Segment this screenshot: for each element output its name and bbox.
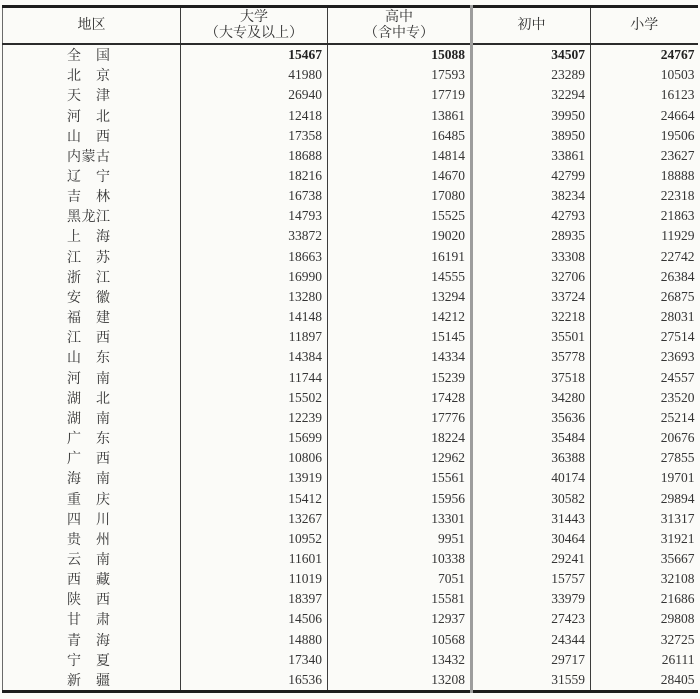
region-name: 辽 宁 [67, 170, 111, 186]
region-name: 广 东 [67, 432, 111, 448]
region-name: 内蒙古 [67, 149, 111, 165]
value-cell-university: 12239 [181, 408, 328, 428]
value-cell-highschool: 15088 [328, 44, 472, 65]
table-row [3, 670, 698, 692]
value-cell-middleschool: 35484 [472, 428, 591, 448]
region-cell [3, 630, 181, 650]
value-cell-middleschool: 33308 [472, 247, 591, 267]
value-cell-highschool: 16485 [328, 126, 472, 146]
value-cell-university: 14384 [181, 347, 328, 367]
value-cell-highschool: 14670 [328, 166, 472, 186]
value-cell-middleschool: 42799 [472, 166, 591, 186]
value-cell-university: 41980 [181, 65, 328, 85]
table-row [3, 226, 698, 246]
region-cell [3, 529, 181, 549]
region-name: 贵 州 [67, 532, 111, 548]
region-name: 广 西 [67, 452, 111, 468]
value-cell-middleschool: 30582 [472, 488, 591, 508]
table-row [3, 267, 698, 287]
table-row [3, 529, 698, 549]
region-name: 黑龙江 [67, 210, 111, 226]
value-cell-university: 13280 [181, 287, 328, 307]
value-cell-university: 15699 [181, 428, 328, 448]
table-row [3, 388, 698, 408]
table-row [3, 166, 698, 186]
value-cell-primaryschool: 27514 [660, 329, 695, 345]
value-cell-middleschool: 27423 [472, 609, 591, 629]
region-name: 全 国 [67, 49, 111, 65]
value-cell-university: 15502 [181, 388, 328, 408]
value-cell-university: 13919 [181, 468, 328, 488]
table-row [3, 65, 698, 85]
value-cell-university: 17340 [181, 650, 328, 670]
value-cell-university: 11601 [181, 549, 328, 569]
value-cell-highschool: 15561 [328, 468, 472, 488]
value-cell-highschool: 10568 [328, 630, 472, 650]
table-body [3, 44, 698, 692]
value-cell-middleschool: 34280 [472, 388, 591, 408]
value-cell-university: 14880 [181, 630, 328, 650]
value-cell-university: 16738 [181, 186, 328, 206]
value-cell-university: 16990 [181, 267, 328, 287]
value-cell-middleschool: 37518 [472, 368, 591, 388]
region-name: 海 南 [67, 472, 111, 488]
region-cell [3, 549, 181, 569]
value-cell-primaryschool: 21686 [660, 591, 695, 607]
value-cell-highschool: 13294 [328, 287, 472, 307]
value-cell-middleschool: 29717 [472, 650, 591, 670]
region-cell [3, 609, 181, 629]
value-cell-middleschool: 31559 [472, 670, 591, 692]
value-cell-highschool: 15956 [328, 488, 472, 508]
table-row [3, 146, 698, 166]
value-cell-middleschool: 33724 [472, 287, 591, 307]
region-name: 河 南 [67, 371, 111, 387]
value-cell-middleschool: 29241 [472, 549, 591, 569]
column-header-sublabel: （含中专） [364, 25, 434, 41]
region-cell [3, 589, 181, 609]
region-name: 宁 夏 [67, 653, 111, 669]
value-cell-university: 11897 [181, 327, 328, 347]
value-cell-university: 14148 [181, 307, 328, 327]
region-cell [3, 166, 181, 186]
value-cell-middleschool: 36388 [472, 448, 591, 468]
region-cell [3, 186, 181, 206]
value-cell-highschool: 17428 [328, 388, 472, 408]
region-cell [3, 226, 181, 246]
value-cell-highschool: 18224 [328, 428, 472, 448]
region-name: 江 苏 [67, 250, 111, 266]
region-name: 新 疆 [67, 673, 111, 689]
table-row [3, 488, 698, 508]
region-cell [3, 105, 181, 125]
value-cell-primaryschool: 26384 [660, 268, 695, 284]
value-cell-primaryschool: 24767 [660, 47, 695, 63]
table-row [3, 247, 698, 267]
value-cell-primaryschool: 20676 [660, 430, 695, 446]
value-cell-university: 14793 [181, 206, 328, 226]
value-cell-primaryschool: 22318 [660, 188, 695, 204]
table-row [3, 44, 698, 65]
table-row [3, 549, 698, 569]
value-cell-university: 18216 [181, 166, 328, 186]
value-cell-university: 26940 [181, 85, 328, 105]
value-cell-middleschool: 31443 [472, 509, 591, 529]
header-row [3, 7, 698, 45]
value-cell-primaryschool: 32725 [660, 631, 695, 647]
table-row [3, 327, 698, 347]
value-cell-highschool: 17593 [328, 65, 472, 85]
value-cell-highschool: 17080 [328, 186, 472, 206]
value-cell-highschool: 14334 [328, 347, 472, 367]
value-cell-primaryschool: 24557 [660, 369, 695, 385]
value-cell-university: 15412 [181, 488, 328, 508]
value-cell-primaryschool: 24664 [660, 107, 695, 123]
region-cell [3, 85, 181, 105]
table-row [3, 630, 698, 650]
education-statistics-table [2, 5, 698, 693]
value-cell-highschool: 16191 [328, 247, 472, 267]
region-name: 甘 肃 [67, 613, 111, 629]
value-cell-primaryschool: 21863 [660, 208, 695, 224]
value-cell-primaryschool: 23627 [660, 147, 695, 163]
value-cell-primaryschool: 28405 [660, 671, 695, 687]
column-header-label: 大学 [240, 9, 268, 25]
value-cell-highschool: 12962 [328, 448, 472, 468]
value-cell-primaryschool: 19701 [660, 470, 695, 486]
region-name: 北 京 [67, 69, 111, 85]
table-row [3, 448, 698, 468]
value-cell-middleschool: 35501 [472, 327, 591, 347]
column-header-university [181, 7, 328, 45]
region-cell [3, 267, 181, 287]
value-cell-highschool: 15239 [328, 368, 472, 388]
column-header-region [3, 7, 181, 45]
value-cell-highschool: 15145 [328, 327, 472, 347]
region-cell [3, 287, 181, 307]
value-cell-university: 15467 [181, 44, 328, 65]
table-row [3, 307, 698, 327]
value-cell-university: 11019 [181, 569, 328, 589]
value-cell-primaryschool: 10503 [660, 67, 695, 83]
table-row [3, 287, 698, 307]
value-cell-university: 17358 [181, 126, 328, 146]
value-cell-middleschool: 32218 [472, 307, 591, 327]
region-cell [3, 388, 181, 408]
value-cell-primaryschool: 19506 [660, 127, 695, 143]
value-cell-primaryschool: 35667 [660, 550, 695, 566]
region-name: 上 海 [67, 230, 111, 246]
value-cell-primaryschool: 29894 [660, 490, 695, 506]
value-cell-middleschool: 24344 [472, 630, 591, 650]
value-cell-primaryschool: 26875 [660, 288, 695, 304]
value-cell-university: 18688 [181, 146, 328, 166]
region-cell [3, 206, 181, 226]
column-header-label: 地区 [77, 17, 106, 33]
value-cell-primaryschool: 27855 [660, 450, 695, 466]
value-cell-middleschool: 40174 [472, 468, 591, 488]
region-cell [3, 327, 181, 347]
value-cell-university: 16536 [181, 670, 328, 692]
value-cell-highschool: 17776 [328, 408, 472, 428]
region-name: 陕 西 [67, 593, 111, 609]
value-cell-middleschool: 42793 [472, 206, 591, 226]
value-cell-primaryschool: 31317 [660, 510, 695, 526]
region-cell [3, 65, 181, 85]
table-row [3, 347, 698, 367]
region-cell [3, 347, 181, 367]
value-cell-highschool: 7051 [328, 569, 472, 589]
region-cell [3, 509, 181, 529]
region-cell [3, 428, 181, 448]
value-cell-primaryschool: 11929 [661, 228, 695, 244]
region-cell [3, 126, 181, 146]
table-row [3, 589, 698, 609]
value-cell-highschool: 12937 [328, 609, 472, 629]
table-row [3, 85, 698, 105]
region-cell [3, 247, 181, 267]
table-row [3, 206, 698, 226]
value-cell-highschool: 19020 [328, 226, 472, 246]
value-cell-middleschool: 30464 [472, 529, 591, 549]
value-cell-middleschool: 33861 [472, 146, 591, 166]
region-cell [3, 368, 181, 388]
value-cell-university: 18397 [181, 589, 328, 609]
region-cell [3, 650, 181, 670]
value-cell-highschool: 13208 [328, 670, 472, 692]
value-cell-middleschool: 32294 [472, 85, 591, 105]
column-header-middleschool [472, 7, 591, 45]
column-header-primaryschool [591, 7, 698, 45]
value-cell-university: 14506 [181, 609, 328, 629]
value-cell-middleschool: 23289 [472, 65, 591, 85]
value-cell-highschool: 10338 [328, 549, 472, 569]
region-name: 吉 林 [67, 190, 111, 206]
value-cell-middleschool: 28935 [472, 226, 591, 246]
table-row [3, 126, 698, 146]
value-cell-middleschool: 35778 [472, 347, 591, 367]
value-cell-middleschool: 15757 [472, 569, 591, 589]
table-row [3, 509, 698, 529]
column-header-label: 小学 [630, 17, 659, 33]
table-row [3, 186, 698, 206]
region-cell [3, 448, 181, 468]
region-name: 湖 南 [67, 411, 111, 427]
value-cell-primaryschool: 28031 [660, 309, 695, 325]
region-cell [3, 670, 181, 692]
value-cell-university: 10806 [181, 448, 328, 468]
value-cell-highschool: 13301 [328, 509, 472, 529]
column-header-label: 初中 [517, 17, 546, 33]
region-name: 湖 北 [67, 391, 111, 407]
column-header-label: 高中 [385, 9, 413, 25]
table-row [3, 468, 698, 488]
value-cell-middleschool: 34507 [472, 44, 591, 65]
value-cell-primaryschool: 29808 [660, 611, 695, 627]
region-cell [3, 307, 181, 327]
value-cell-middleschool: 38950 [472, 126, 591, 146]
table-row [3, 569, 698, 589]
region-name: 浙 江 [67, 270, 111, 286]
value-cell-middleschool: 35636 [472, 408, 591, 428]
value-cell-university: 13267 [181, 509, 328, 529]
region-cell [3, 468, 181, 488]
value-cell-middleschool: 39950 [472, 105, 591, 125]
value-cell-university: 12418 [181, 105, 328, 125]
value-cell-primaryschool: 26111 [661, 651, 695, 667]
table-row [3, 609, 698, 629]
value-cell-highschool: 15525 [328, 206, 472, 226]
value-cell-primaryschool: 22742 [660, 248, 695, 264]
value-cell-primaryschool: 23693 [660, 349, 695, 365]
value-cell-university: 11744 [181, 368, 328, 388]
value-cell-primaryschool: 23520 [660, 389, 695, 405]
table-row [3, 428, 698, 448]
table-row [3, 408, 698, 428]
value-cell-middleschool: 32706 [472, 267, 591, 287]
value-cell-highschool: 14814 [328, 146, 472, 166]
region-name: 云 南 [67, 552, 111, 568]
region-cell [3, 408, 181, 428]
value-cell-primaryschool: 18888 [660, 168, 695, 184]
region-name: 江 西 [67, 331, 111, 347]
value-cell-highschool: 17719 [328, 85, 472, 105]
region-cell [3, 146, 181, 166]
value-cell-university: 18663 [181, 247, 328, 267]
region-name: 福 建 [67, 311, 111, 327]
column-header-highschool [328, 7, 472, 45]
region-name: 重 庆 [67, 492, 111, 508]
value-cell-primaryschool: 32108 [660, 571, 695, 587]
region-cell [3, 44, 181, 65]
region-cell [3, 569, 181, 589]
table-header [3, 7, 698, 45]
region-name: 安 徽 [67, 290, 111, 306]
value-cell-highschool: 14212 [328, 307, 472, 327]
value-cell-highschool: 13432 [328, 650, 472, 670]
table-row [3, 650, 698, 670]
table-row [3, 105, 698, 125]
value-cell-highschool: 15581 [328, 589, 472, 609]
table-row [3, 368, 698, 388]
value-cell-middleschool: 33979 [472, 589, 591, 609]
region-name: 河 北 [67, 109, 111, 125]
value-cell-highschool: 14555 [328, 267, 472, 287]
column-header-sublabel: （大专及以上） [205, 25, 303, 41]
region-name: 西 藏 [67, 573, 111, 589]
value-cell-highschool: 13861 [328, 105, 472, 125]
region-name: 山 西 [67, 129, 111, 145]
value-cell-middleschool: 38234 [472, 186, 591, 206]
value-cell-primaryschool: 16123 [660, 87, 695, 103]
region-name: 山 东 [67, 351, 111, 367]
region-name: 青 海 [67, 633, 111, 649]
value-cell-primaryschool: 25214 [660, 409, 695, 425]
value-cell-university: 10952 [181, 529, 328, 549]
region-cell [3, 488, 181, 508]
region-name: 天 津 [67, 89, 111, 105]
value-cell-primaryschool: 31921 [660, 530, 695, 546]
value-cell-highschool: 9951 [328, 529, 472, 549]
region-name: 四 川 [67, 512, 111, 528]
value-cell-university: 33872 [181, 226, 328, 246]
